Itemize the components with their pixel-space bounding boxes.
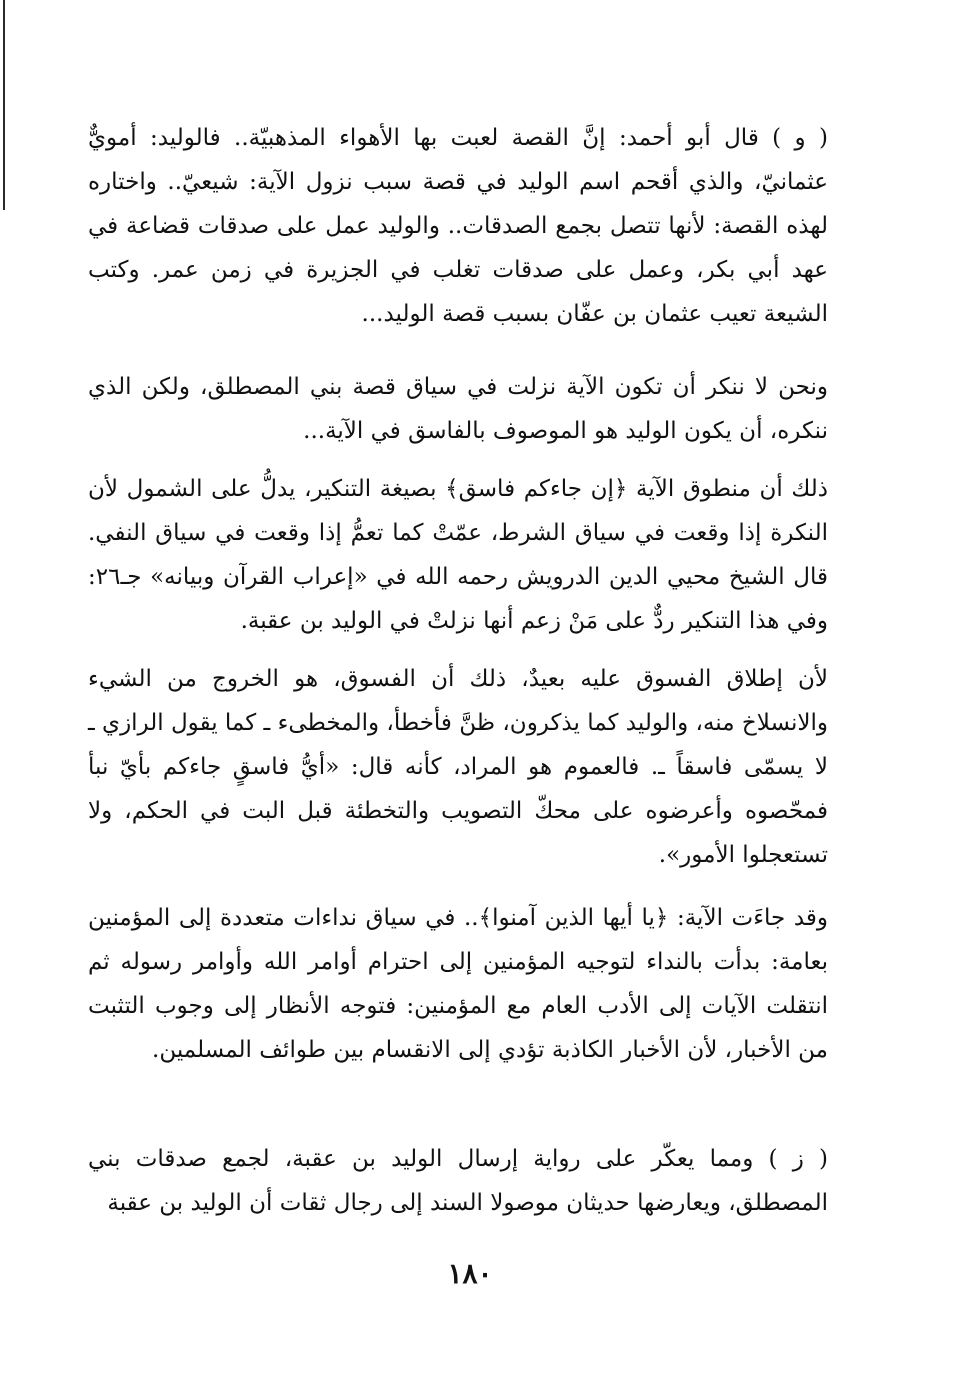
paragraph-4: لأن إطلاق الفسوق عليه بعيدٌ، ذلك أن الفسوق، هو الخروج من الشيء والانسلاخ منه، والوليد كما يذكرون، ظنَّ فأخطأ، والمخطىء ـ كما يقول الرازي ـ لا يسمّى فاسقاً ـ. فالعموم هو المراد، كأنه قال: «أيُّ فاسقٍ جاءكم بأيّ نبأ فمحّصوه وأعرضوه على محكّ التصويب والتخطئة قبل البت في الحكم، ولا تستعجلوا الأمور». <box>88 666 828 868</box>
paragraph-2: ونحن لا ننكر أن تكون الآية نزلت في سياق قصة بني المصطلق، ولكن الذي ننكره، أن يكون الوليد هو الموصوف بالفاسق في الآية... <box>88 374 828 444</box>
paragraph-1: ( و ) قال أبو أحمد: إنَّ القصة لعبت بها الأهواء المذهبيّة.. فالوليد: أمويٌّ عثمانيّ، والذي أقحم اسم الوليد في قصة سبب نزول الآية: شيعيّ.. واختاره لهذه القصة: لأنها تتصل بجمع الصدقات.. والوليد عمل على صدقات قضاعة في عهد أبي بكر، وعمل على صدقات تغلب في الجزيرة في زمن عمر. وكتب الشيعة تعيب عثمان بن عفّان بسبب قصة الوليد... <box>88 125 828 327</box>
paragraph-6: ( ز ) ومما يعكّر على رواية إرسال الوليد بن عقبة، لجمع صدقات بني المصطلق، ويعارضها حديثان موصولا السند إلى رجال ثقات أن الوليد بن عقبة <box>88 1146 828 1216</box>
paragraph-3: ذلك أن منطوق الآية ﴿إن جاءكم فاسق﴾ بصيغة التنكير، يدلُّ على الشمول لأن النكرة إذا وقعت في سياق الشرط، عمّتْ كما تعمُّ إذا وقعت في سياق النفي. قال الشيخ محيي الدين الدرويش رحمه الله في «إعراب القرآن وبيانه» جـ٢٦: وفي هذا التنكير ردٌّ على مَنْ زعم أنها نزلتْ في الوليد بن عقبة. <box>88 476 828 634</box>
page-edge-shadow <box>3 0 5 210</box>
paragraph-5: وقد جاءَت الآية: ﴿يا أيها الذين آمنوا﴾.. في سياق نداءات متعددة إلى المؤمنين بعامة: بدأت بالنداء لتوجيه المؤمنين إلى احترام أوامر الله وأوامر رسوله ثم انتقلت الآيات إلى الأدب العام مع المؤمنين: فتوجه الأنظار إلى وجوب التثبت من الأخبار، لأن الأخبار الكاذبة تؤدي إلى الانقسام بين طوائف المسلمين. <box>88 905 828 1063</box>
page-number: ١٨٠ <box>447 1257 493 1290</box>
